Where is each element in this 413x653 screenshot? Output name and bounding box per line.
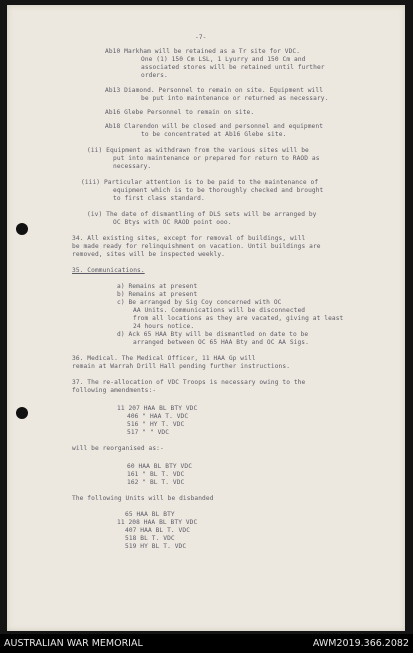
section-heading: 35. Communications. [72,267,145,274]
text-line: (iii) Particular attention is to be paid to the maintenance of [81,179,319,186]
text-line: Ab16 Glebe Personnel to remain on site. [105,109,255,116]
unit-line: 162 " BL T. VDC [127,479,185,486]
text-line: The following Units will be disbanded [72,495,214,502]
text-line: c) Be arranged by Sig Coy concerned with OC [117,299,282,306]
document-page [7,5,405,631]
text-line: from all locations as they are vacated, giving at least [133,315,344,322]
text-line: a) Remains at present [117,283,198,290]
archive-footer [0,634,413,653]
text-line: put into maintenance or prepared for return to RAOD as [113,155,320,162]
text-line: following amendments:- [72,387,157,394]
unit-line: 516 " HY T. VDC [127,421,185,428]
text-line: 34. All existing sites, except for removal of buildings, will [72,235,306,242]
text-line: Ab10 Markham will be retained as a Tr site for VDC. [105,48,301,55]
text-line: arranged between OC 65 HAA Bty and OC AA Sigs. [133,339,309,346]
text-line: be put into maintenance or returned as necessary. [141,95,329,102]
unit-line: 65 HAA BL BTY [125,511,175,518]
text-line: necessary. [113,163,152,170]
unit-line: 11 207 HAA BL BTY VDC [117,405,198,412]
footer-accession-number: AWM2019.366.2082 [312,638,409,649]
text-line: 37. The re-allocation of VDC Troops is necessary owing to the [72,379,306,386]
unit-line: 517 " " VDC [127,429,170,436]
text-line: Ab18 Clarendon will be closed and personnel and equipment [105,123,324,130]
text-line: 36. Medical. The Medical Officer, 11 HAA Gp will [72,355,256,362]
text-line: remain at Warrah Drill Hall pending further instructions. [72,363,291,370]
unit-line: 11 208 HAA BL BTY VDC [117,519,198,526]
text-line: d) Ack 65 HAA Bty will be dismantled on date to be [117,331,309,338]
text-line: 24 hours notice. [133,323,195,330]
text-line: b) Remains at present [117,291,198,298]
text-line: (ii) Equipment as withdrawn from the various sites will be [87,147,309,154]
unit-line: 519 HY BL T. VDC [125,543,187,550]
footer-institution: AUSTRALIAN WAR MEMORIAL [4,638,143,649]
text-line: associated stores will be retained until further [141,64,325,71]
unit-line: 60 HAA BL BTY VDC [127,463,193,470]
text-line: AA Units. Communications will be disconnected [133,307,306,314]
text-line: One (1) 150 Cm LSL, 1 Lyurry and 150 Cm and [141,56,306,63]
unit-line: 407 HAA BL T. VDC [125,527,191,534]
text-line: will be reorganised as:- [72,445,164,452]
page-number: -7- [195,34,207,41]
text-line: be made ready for relinquishment on vacation. Until buildings are [72,243,321,250]
unit-line: 518 BL T. VDC [125,535,175,542]
text-line: to first class standard. [113,195,205,202]
unit-line: 406 " HAA T. VDC [127,413,189,420]
punch-hole-bottom [16,407,28,419]
text-line: (iv) The date of dismantling of DLS sets will be arranged by [87,211,317,218]
text-line: to be concentrated at Ab16 Glebe site. [141,131,287,138]
text-line: OC Btys with OC RAOD point ooo. [113,219,232,226]
text-line: removed, sites will be inspected weekly. [72,251,226,258]
text-line: Ab13 Diamond. Personnel to remain on site. Equipment will [105,87,324,94]
unit-line: 161 " BL T. VDC [127,471,185,478]
text-line: equipment which is to be thoroughly checked and brought [113,187,324,194]
text-line: orders. [141,72,168,79]
punch-hole-top [16,223,28,235]
